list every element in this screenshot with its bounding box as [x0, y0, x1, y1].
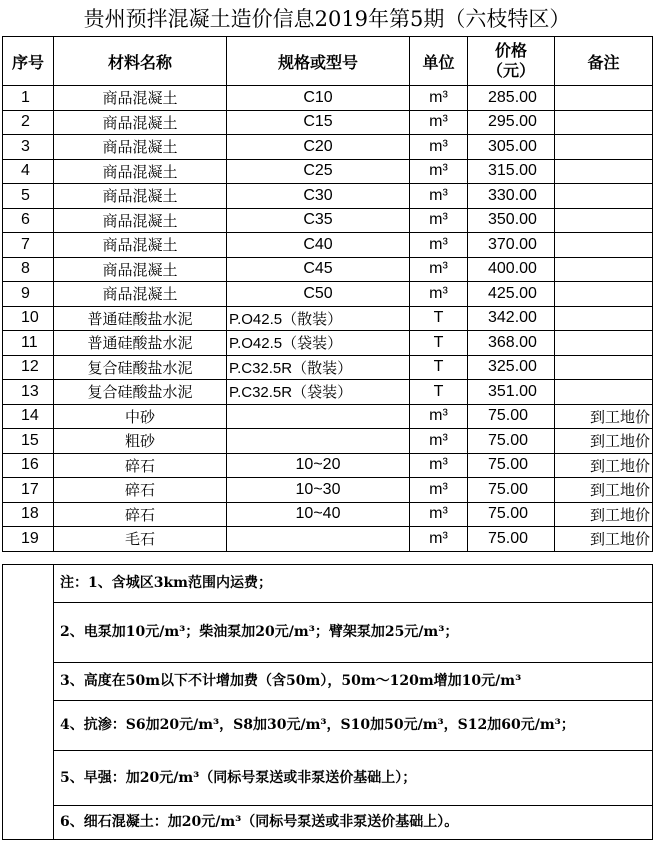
cell-unit: m³: [410, 282, 468, 307]
cell-price: 425.00: [468, 282, 555, 307]
cell-spec: [227, 527, 410, 552]
cell-spec: P.O42.5（袋装）: [227, 331, 410, 356]
cell-unit: m³: [410, 86, 468, 111]
cell-material-name: 商品混凝土: [54, 282, 227, 307]
cell-spec: 10~20: [227, 453, 410, 478]
cell-price: 370.00: [468, 233, 555, 258]
cell-material-name: 碎石: [54, 478, 227, 503]
cell-spec: [227, 404, 410, 429]
cell-material-name: 商品混凝土: [54, 135, 227, 160]
cell-no: 6: [3, 208, 54, 233]
cell-material-name: 碎石: [54, 453, 227, 478]
header-price-line1: 价格: [494, 41, 527, 60]
note-4: 4、抗渗：S6加20元/m³，S8加30元/m³，S10加50元/m³，S12加60元/m³；: [54, 701, 653, 751]
cell-note: [555, 184, 653, 209]
cell-note: [555, 282, 653, 307]
table-row: [3, 502, 653, 527]
cell-note: [555, 135, 653, 160]
cell-spec: C35: [227, 208, 410, 233]
note-row: [3, 603, 653, 663]
note-row: [3, 751, 653, 806]
cell-price: 368.00: [468, 331, 555, 356]
cell-material-name: 商品混凝土: [54, 110, 227, 135]
table-row: [3, 453, 653, 478]
header-row: [3, 37, 653, 86]
cell-note: 到工地价: [555, 527, 653, 552]
cell-no: 17: [3, 478, 54, 503]
table-row: [3, 208, 653, 233]
header-note: 备注: [555, 37, 653, 86]
header-price-line2: （元）: [486, 61, 535, 80]
cell-note: [555, 86, 653, 111]
table-row: [3, 306, 653, 331]
cell-unit: m³: [410, 453, 468, 478]
cell-spec: C25: [227, 159, 410, 184]
cell-spec: C50: [227, 282, 410, 307]
cell-note: 到工地价: [555, 478, 653, 503]
note-3: 3、高度在50m以下不计增加费（含50m），50m～120m增加10元/m³: [54, 663, 653, 701]
cell-no: 13: [3, 380, 54, 405]
cell-material-name: 普通硅酸盐水泥: [54, 331, 227, 356]
cell-price: 325.00: [468, 355, 555, 380]
cell-unit: m³: [410, 233, 468, 258]
cell-spec: P.O42.5（散装）: [227, 306, 410, 331]
note-row: [3, 663, 653, 701]
cell-price: 315.00: [468, 159, 555, 184]
note-6: 6、细石混凝土：加20元/m³（同标号泵送或非泵送价基础上）。: [54, 806, 653, 840]
cell-material-name: 商品混凝土: [54, 184, 227, 209]
cell-no: 1: [3, 86, 54, 111]
page-title: 贵州预拌混凝土造价信息2019年第5期（六枝特区）: [83, 7, 571, 31]
cell-note: 到工地价: [555, 502, 653, 527]
table-row: [3, 233, 653, 258]
cell-spec: C45: [227, 257, 410, 282]
cell-material-name: 复合硅酸盐水泥: [54, 380, 227, 405]
cell-no: 12: [3, 355, 54, 380]
table-row: [3, 184, 653, 209]
cell-price: 75.00: [468, 502, 555, 527]
cell-price: 305.00: [468, 135, 555, 160]
cell-material-name: 碎石: [54, 502, 227, 527]
cell-spec: C10: [227, 86, 410, 111]
cell-no: 19: [3, 527, 54, 552]
cell-price: 400.00: [468, 257, 555, 282]
table-row: [3, 429, 653, 454]
cell-price: 285.00: [468, 86, 555, 111]
cell-no: 8: [3, 257, 54, 282]
note-1: 注：1、含城区3km范围内运费；: [54, 565, 653, 603]
cell-spec: P.C32.5R（散装）: [227, 355, 410, 380]
cell-note: [555, 110, 653, 135]
table-row: [3, 282, 653, 307]
cell-price: 75.00: [468, 453, 555, 478]
cell-unit: m³: [410, 159, 468, 184]
cell-price: 330.00: [468, 184, 555, 209]
header-name: 材料名称: [54, 37, 227, 86]
table-row: [3, 404, 653, 429]
cell-unit: m³: [410, 429, 468, 454]
cell-unit: m³: [410, 502, 468, 527]
table-row: [3, 331, 653, 356]
note-row: [3, 565, 653, 603]
cell-material-name: 粗砂: [54, 429, 227, 454]
table-row: [3, 86, 653, 111]
table-row: [3, 159, 653, 184]
cell-no: 16: [3, 453, 54, 478]
table-row: [3, 355, 653, 380]
cell-spec: [227, 429, 410, 454]
table-row: [3, 527, 653, 552]
cell-note: [555, 233, 653, 258]
cell-no: 3: [3, 135, 54, 160]
table-row: [3, 478, 653, 503]
cell-no: 4: [3, 159, 54, 184]
cell-spec: 10~40: [227, 502, 410, 527]
note-2: 2、电泵加10元/m³；柴油泵加20元/m³；臂架泵加25元/m³；: [54, 603, 653, 663]
cell-material-name: 商品混凝土: [54, 257, 227, 282]
note-5: 5、早强：加20元/m³（同标号泵送或非泵送价基础上）；: [54, 751, 653, 806]
table-row: [3, 135, 653, 160]
cell-price: 342.00: [468, 306, 555, 331]
header-no: 序号: [3, 37, 54, 86]
cell-unit: m³: [410, 404, 468, 429]
cell-price: 350.00: [468, 208, 555, 233]
header-price: [468, 37, 555, 86]
cell-unit: m³: [410, 478, 468, 503]
cell-note: [555, 331, 653, 356]
cell-no: 5: [3, 184, 54, 209]
cell-unit: m³: [410, 257, 468, 282]
cell-price: 351.00: [468, 380, 555, 405]
cell-price: 75.00: [468, 404, 555, 429]
cell-no: 9: [3, 282, 54, 307]
header-unit: 单位: [410, 37, 468, 86]
cell-unit: m³: [410, 110, 468, 135]
cell-note: [555, 355, 653, 380]
cell-no: 2: [3, 110, 54, 135]
cell-material-name: 中砂: [54, 404, 227, 429]
table-row: [3, 380, 653, 405]
cell-unit: m³: [410, 184, 468, 209]
cell-material-name: 复合硅酸盐水泥: [54, 355, 227, 380]
cell-no: 14: [3, 404, 54, 429]
cell-note: 到工地价: [555, 429, 653, 454]
cell-note: 到工地价: [555, 453, 653, 478]
cell-spec: 10~30: [227, 478, 410, 503]
cell-note: [555, 159, 653, 184]
cell-spec: C15: [227, 110, 410, 135]
cell-spec: C40: [227, 233, 410, 258]
cell-material-name: 商品混凝土: [54, 159, 227, 184]
table-body: [3, 86, 653, 552]
cell-unit: T: [410, 331, 468, 356]
cell-no: 15: [3, 429, 54, 454]
cell-price: 295.00: [468, 110, 555, 135]
table-row: [3, 257, 653, 282]
cell-no: 10: [3, 306, 54, 331]
cell-material-name: 商品混凝土: [54, 86, 227, 111]
cell-price: 75.00: [468, 429, 555, 454]
table-row: [3, 110, 653, 135]
note-row: [3, 806, 653, 840]
cell-no: 7: [3, 233, 54, 258]
cell-unit: m³: [410, 135, 468, 160]
price-table: [2, 36, 653, 552]
cell-unit: T: [410, 306, 468, 331]
notes-margin-cell: [3, 565, 54, 840]
cell-no: 18: [3, 502, 54, 527]
cell-note: [555, 380, 653, 405]
cell-unit: m³: [410, 527, 468, 552]
note-row: [3, 701, 653, 751]
cell-material-name: 商品混凝土: [54, 208, 227, 233]
cell-note: [555, 306, 653, 331]
cell-material-name: 商品混凝土: [54, 233, 227, 258]
cell-unit: m³: [410, 208, 468, 233]
cell-note: [555, 208, 653, 233]
cell-note: 到工地价: [555, 404, 653, 429]
cell-note: [555, 257, 653, 282]
cell-material-name: 普通硅酸盐水泥: [54, 306, 227, 331]
cell-spec: C30: [227, 184, 410, 209]
cell-material-name: 毛石: [54, 527, 227, 552]
notes-table: [2, 564, 653, 840]
cell-spec: P.C32.5R（袋装）: [227, 380, 410, 405]
cell-unit: T: [410, 380, 468, 405]
cell-price: 75.00: [468, 527, 555, 552]
cell-no: 11: [3, 331, 54, 356]
header-spec: 规格或型号: [227, 37, 410, 86]
cell-spec: C20: [227, 135, 410, 160]
cell-price: 75.00: [468, 478, 555, 503]
cell-unit: T: [410, 355, 468, 380]
